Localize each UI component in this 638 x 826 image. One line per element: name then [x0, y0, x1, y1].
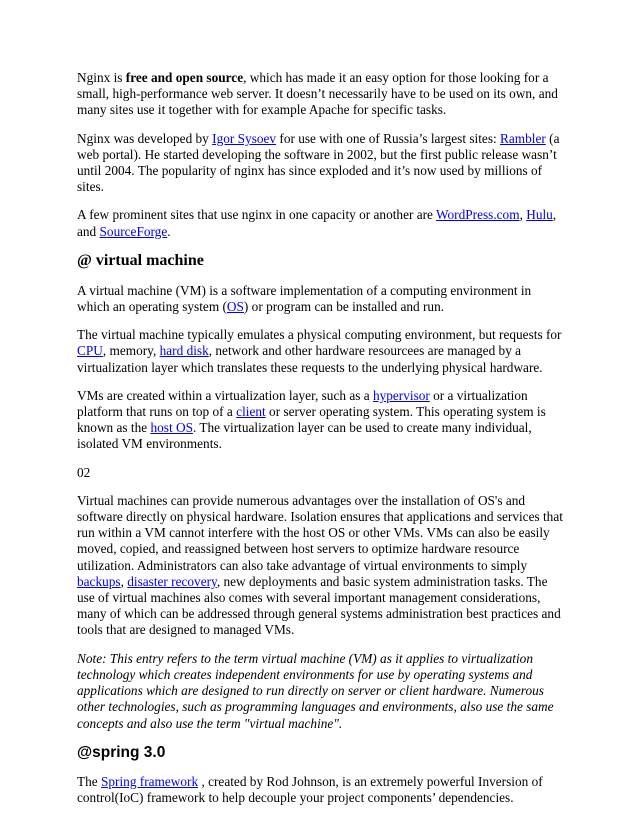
hard-disk-link[interactable]: hard disk	[159, 343, 209, 359]
os-link[interactable]: OS	[226, 299, 244, 315]
igor-sysoev-link[interactable]: Igor Sysoev	[212, 130, 277, 146]
spring-intro-paragraph: The Spring framework , created by Rod Johnson, is an extremely powerful Inversion of control(IoC) framework to help decouple your project components’ dependencies.	[77, 773, 543, 805]
nginx-sites-paragraph: A few prominent sites that use nginx in one capacity or another are WordPress.com, Hulu, and SourceForge.	[77, 207, 557, 239]
rambler-link[interactable]: Rambler	[500, 130, 546, 146]
spring-heading: @spring 3.0	[77, 743, 166, 761]
vm-definition-paragraph: A virtual machine (VM) is a software implementation of a computing environment in which an operating system (OS) or program can be installed and run.	[77, 282, 532, 315]
document-page	[77, 70, 567, 818]
hulu-link[interactable]: Hulu	[526, 207, 553, 223]
section-number: 02	[77, 464, 91, 480]
cpu-link[interactable]: CPU	[77, 343, 103, 359]
host-os-link[interactable]: host OS	[150, 420, 193, 436]
virtual-machine-heading: @ virtual machine	[77, 251, 204, 269]
nginx-history-paragraph: Nginx was developed by Igor Sysoev for use with one of Russia’s largest sites: Rambler (a web portal). He started developing the software in 2002, but the first public release wasn’t until 2004. The popularity of nginx has since exploded and it’s now used by millions of sites.	[77, 130, 560, 195]
sourceforge-link[interactable]: SourceForge	[99, 223, 168, 239]
wordpress-link[interactable]: WordPress.com	[436, 207, 520, 223]
spring-framework-link[interactable]: Spring framework	[101, 773, 199, 789]
backups-link[interactable]: backups	[77, 573, 121, 589]
nginx-intro-paragraph: Nginx is free and open source, which has made it an easy option for those looking for a small, high-performance web server. It doesn’t necessarily have to be used on its own, and many sites use it together with for example Apache for specific tasks.	[77, 70, 558, 118]
vm-layer-paragraph: VMs are created within a virtualization layer, such as a hypervisor or a virtualization platform that runs on top of a client or server operating system. This operating system is known as the host OS. The virtualization layer can be used to create many individual, isolated VM environments.	[77, 387, 546, 452]
hypervisor-link[interactable]: hypervisor	[372, 387, 430, 403]
free-open-source-emphasis: free and open source	[125, 70, 244, 85]
vm-advantages-paragraph: Virtual machines can provide numerous advantages over the installation of OS's and software directly on physical hardware. Isolation ensures that applications and services that run within a VM cannot interfere with the host OS or other VMs. VMs can also be easily moved, copied, and reassigned between host servers to optimize hardware resource utilization. Administrators can also take advantage of virtual environments to simply backups, disaster recovery, new deployments and basic system administration tasks. The use of virtual machines also comes with several important management considerations, many of which can be addressed through general systems administration best practices and tools that are designed to managed VMs.	[77, 492, 563, 638]
client-link[interactable]: client	[236, 404, 266, 420]
vm-note-paragraph: Note: This entry refers to the term virtual machine (VM) as it applies to virtualization technology which creates independent environments for use by operating systems and applications which are designed to run directly on server or client hardware. Numerous other technologies, such as programming languages and environments, also use the same concepts and also use the term "virtual machine".	[77, 650, 554, 731]
vm-emulation-paragraph: The virtual machine typically emulates a physical computing environment, but requests for CPU, memory, hard disk, network and other hardware resourcees are managed by a virtualization layer which translates these requests to the underlying physical hardware.	[77, 327, 562, 375]
disaster-recovery-link[interactable]: disaster recovery	[127, 573, 217, 589]
